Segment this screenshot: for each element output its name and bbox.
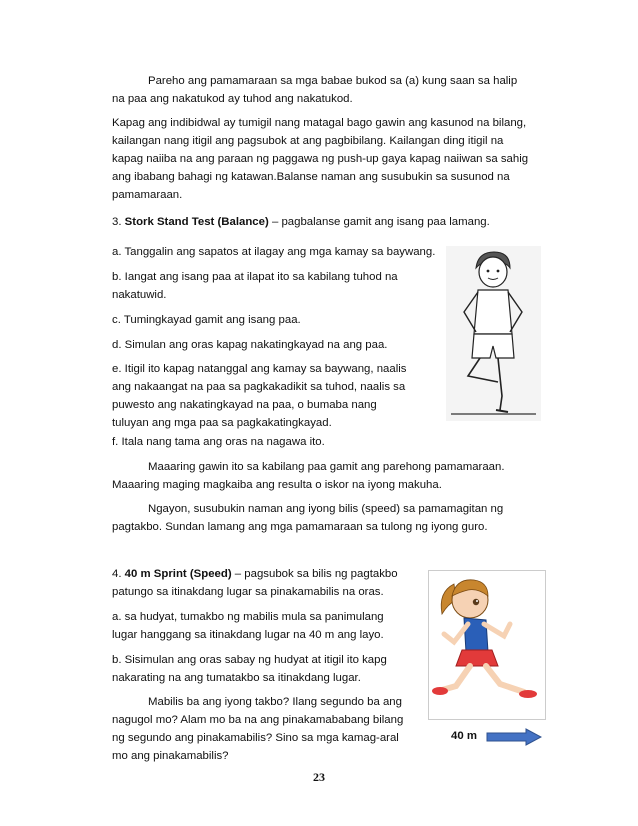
stork-heading [112, 213, 532, 231]
stork-step-e: e. Itigil ito kapag natanggal ang kamay sa baywang, naalis ang nakaangat na paa sa pagkakadikit sa tuhod, naalis sa puwesto ang nakatingkayad na paa, o bumaba nang tuluyan ang mga paa sa pagkakatingkayad. [112, 363, 407, 429]
sprint-question: Mabilis ba ang iyong takbo? Ilang segundo ba ang nagugol mo? Alam mo ba na ang pinakamababang bilang ng segundo ang pinakamabilis? Sino sa mga kamag-aral mo ang pinakamabilis? [112, 696, 404, 762]
paragraph-rules: Kapag ang indibidwal ay tumigil nang matagal bago gawin ang kasunod na bilang, kailangan nang itigil ang pagsubok at ang pagbibilang. Kailangan ding itigil na kapag naiiba na ang paraan ng paggawa ng push-up gaya kapag naiiwan sa sahig ang ibabang bahagi ng katawan.Balanse naman ang susubukin sa susunod na pamamaraan. [112, 117, 529, 201]
stork-step-a: a. Tanggalin ang sapatos at ilagay ang mga kamay sa baywang. [112, 246, 436, 258]
sprint-heading [112, 565, 412, 601]
sprint-number: 4. [112, 568, 122, 580]
distance-label: 40 m [451, 730, 477, 742]
paragraph-intro: Pareho ang pamamaraan sa mga babae bukod sa (a) kung saan sa halip na paa ang nakatukod ay tuhod ang nakatukod. [112, 75, 518, 105]
stork-note-2: Ngayon, susubukin naman ang iyong bilis (speed) sa pamamagitan ng pagtakbo. Sundan lamang ang mga pamamaraan sa tulong ng iyong guro. [112, 503, 504, 533]
stork-step-c: c. Tumingkayad gamit ang isang paa. [112, 314, 301, 326]
stork-step-f: f. Itala nang tama ang oras na nagawa ito. [112, 436, 325, 448]
page-number: 23 [313, 770, 325, 784]
stork-note-1: Maaaring gawin ito sa kabilang paa gamit ang parehong pamamaraan. Maaaring maging magkaiba ang resulta o iskor na iyong makuha. [112, 461, 505, 491]
stork-desc: – pagbalanse gamit ang isang paa lamang. [268, 216, 490, 228]
arrow-right-icon [486, 728, 542, 746]
girl-running-illustration-icon [428, 570, 546, 720]
stork-step-b: b. Iangat ang isang paa at ilapat ito sa kabilang tuhod na nakatuwid. [112, 271, 398, 301]
sprint-title: 40 m Sprint (Speed) [124, 568, 232, 580]
stork-title: Stork Stand Test (Balance) [124, 216, 269, 228]
sprint-step-a: a. sa hudyat, tumakbo ng mabilis mula sa panimulang lugar hanggang sa itinakdang lugar na 40 m ang layo. [112, 611, 384, 641]
sprint-step-b: b. Sisimulan ang oras sabay ng hudyat at itigil ito kapg nakarating na ang tumatakbo sa itinakdang lugar. [112, 654, 387, 684]
sprint-desc: – pagsubok sa bilis ng pagtakbo patungo sa itinakdang lugar sa pinakamabilis na oras. [112, 568, 398, 598]
stork-number: 3. [112, 216, 122, 228]
stork-step-d: d. Simulan ang oras kapag nakatingkayad na ang paa. [112, 339, 388, 351]
boy-stork-stand-illustration-icon [446, 246, 541, 421]
